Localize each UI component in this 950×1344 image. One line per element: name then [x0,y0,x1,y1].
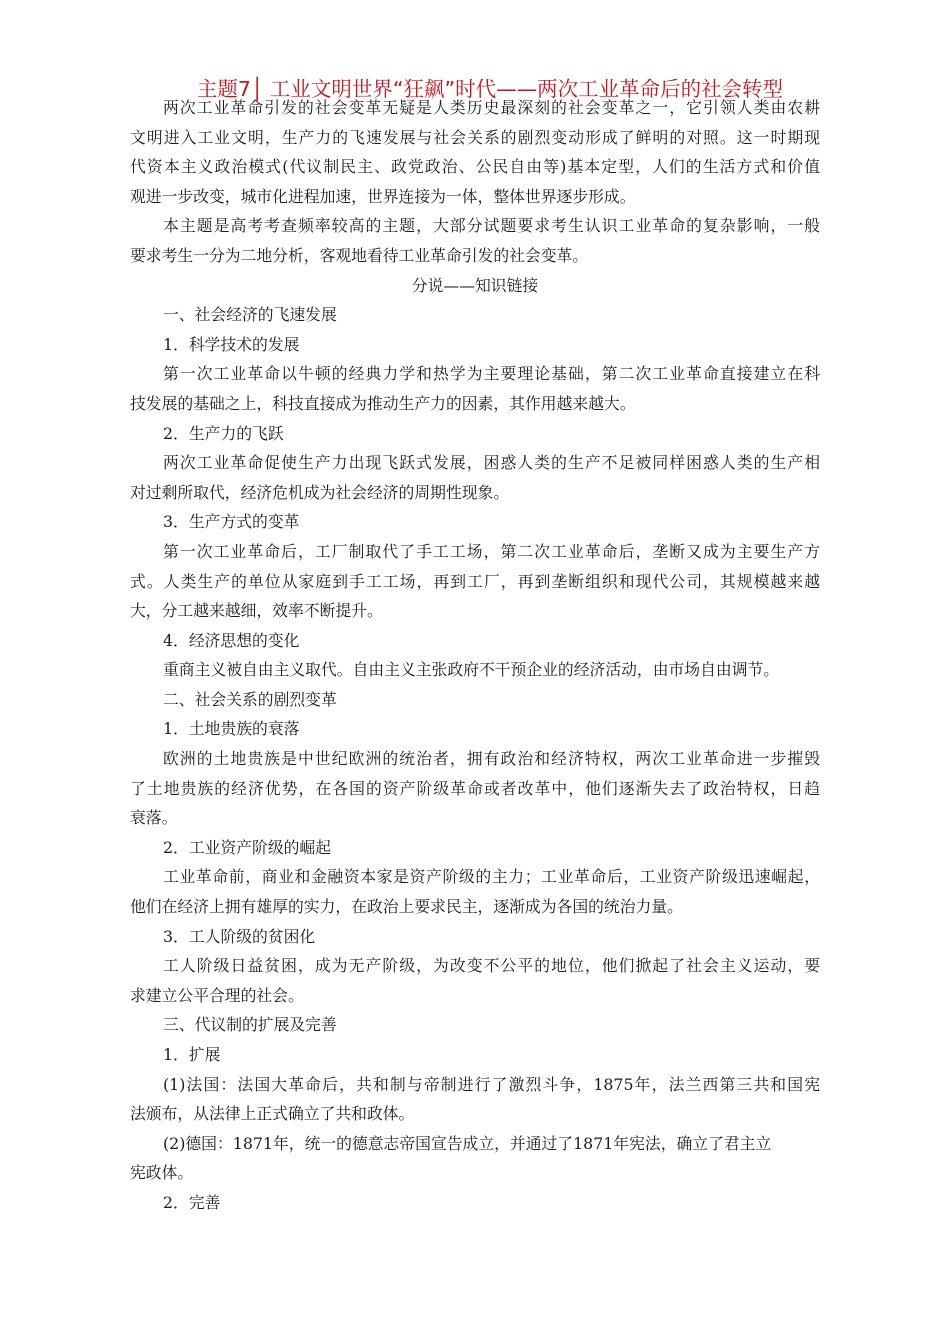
item-title: 2．生产力的飞跃 [163,423,284,443]
text-line: 工业革命前，商业和金融资本家是资产阶级的主力；工业革命后，工业资产阶级迅速崛起， [163,867,820,887]
text-line: 技发展的基础之上，科技直接成为推动生产力的因素，其作用越来越大。 [130,393,636,413]
section-subtitle: 分说——知识链接 [411,275,539,295]
item-title: 1．扩展 [163,1045,221,1064]
item-title: 1．科学技术的发展 [163,334,300,354]
text-line: 第一次工业革命后，工厂制取代了手工工场，第二次工业革命后，垄断又成为主要生产方 [163,541,820,561]
text-line: 文明进入工业文明，生产力的飞速发展与社会关系的剧烈变动形成了鲜明的对照。这一时期现 [130,127,820,147]
text-line: 观进一步改变，城市化进程加速，世界连接为一体，整体世界逐步形成。 [130,186,636,206]
item-title: 1．土地贵族的衰落 [163,719,300,739]
text-line: 本主题是高考考查频率较高的主题，大部分试题要求考生认识工业革命的复杂影响，一般 [163,216,820,236]
text-line: 两次工业革命引发的社会变革无疑是人类历史最深刻的社会变革之一，它引领人类由农耕 [163,98,820,117]
text-line: 衰落。 [130,808,178,828]
item-title: 2．工业资产阶级的崛起 [163,837,332,857]
section-heading: 二、社会关系的剧烈变革 [163,689,337,709]
text-line: 重商主义被自由主义取代。自由主义主张政府不干预企业的经济活动，由市场自由调节。 [163,660,780,680]
text-line: 代资本主义政治模式(代议制民主、政党政治、公民自由等)基本定型，人们的生活方式和价值 [130,157,820,177]
text-line: 对过剩所取代，经济危机成为社会经济的周期性现象。 [130,482,510,502]
text-line: 了土地贵族的经济优势，在各国的资产阶级革命或者改革中，他们逐渐失去了政治特权，日趋 [130,778,820,798]
item-title: 4．经济思想的变化 [163,630,300,650]
text-line: 两次工业革命促使生产力出现飞跃式发展，困惑人类的生产不足被同样困惑人类的生产相 [163,453,820,473]
text-line: 他们在经济上拥有雄厚的实力，在政治上要求民主，逐渐成为各国的统治力量。 [130,897,683,917]
section-heading: 三、代议制的扩展及完善 [163,1015,337,1035]
text-line: (1)法国：法国大革命后，共和制与帝制进行了激烈斗争，1875年，法兰西第三共和国宪 [163,1074,820,1094]
text-line: 工人阶级日益贫困，成为无产阶级，为改变不公平的地位，他们掀起了社会主义运动，要 [163,956,820,976]
item-title: 3．生产方式的变革 [163,512,300,532]
item-title: 2．完善 [163,1192,221,1212]
document-body [130,93,820,1218]
text-line: 第一次工业革命以牛顿的经典力学和热学为主要理论基础，第二次工业革命直接建立在科 [163,364,820,384]
text-line: 宪政体。 [130,1163,194,1183]
text-line: 式。人类生产的单位从家庭到手工工场，再到工厂，再到垄断组织和现代公司，其规模越来越 [130,571,820,591]
page-title: 主题7│ 工业文明世界“狂飙”时代——两次工业革命后的社会转型 [196,77,784,101]
section-heading: 一、社会经济的飞速发展 [163,305,337,325]
item-title: 3．工人阶级的贫困化 [163,926,316,946]
text-line: 要求考生一分为二地分析，客观地看待工业革命引发的社会变革。 [130,245,589,265]
text-line: 大，分工越来越细，效率不断提升。 [130,601,383,621]
text-line: 求建立公平合理的社会。 [130,985,304,1005]
text-line: (2)德国：1871年，统一的德意志帝国宣告成立，并通过了1871年宪法，确立了君主立 [163,1133,772,1153]
text-line: 欧洲的土地贵族是中世纪欧洲的统治者，拥有政治和经济特权，两次工业革命进一步摧毁 [163,749,820,769]
text-line: 法颁布，从法律上正式确立了共和政体。 [130,1104,415,1124]
